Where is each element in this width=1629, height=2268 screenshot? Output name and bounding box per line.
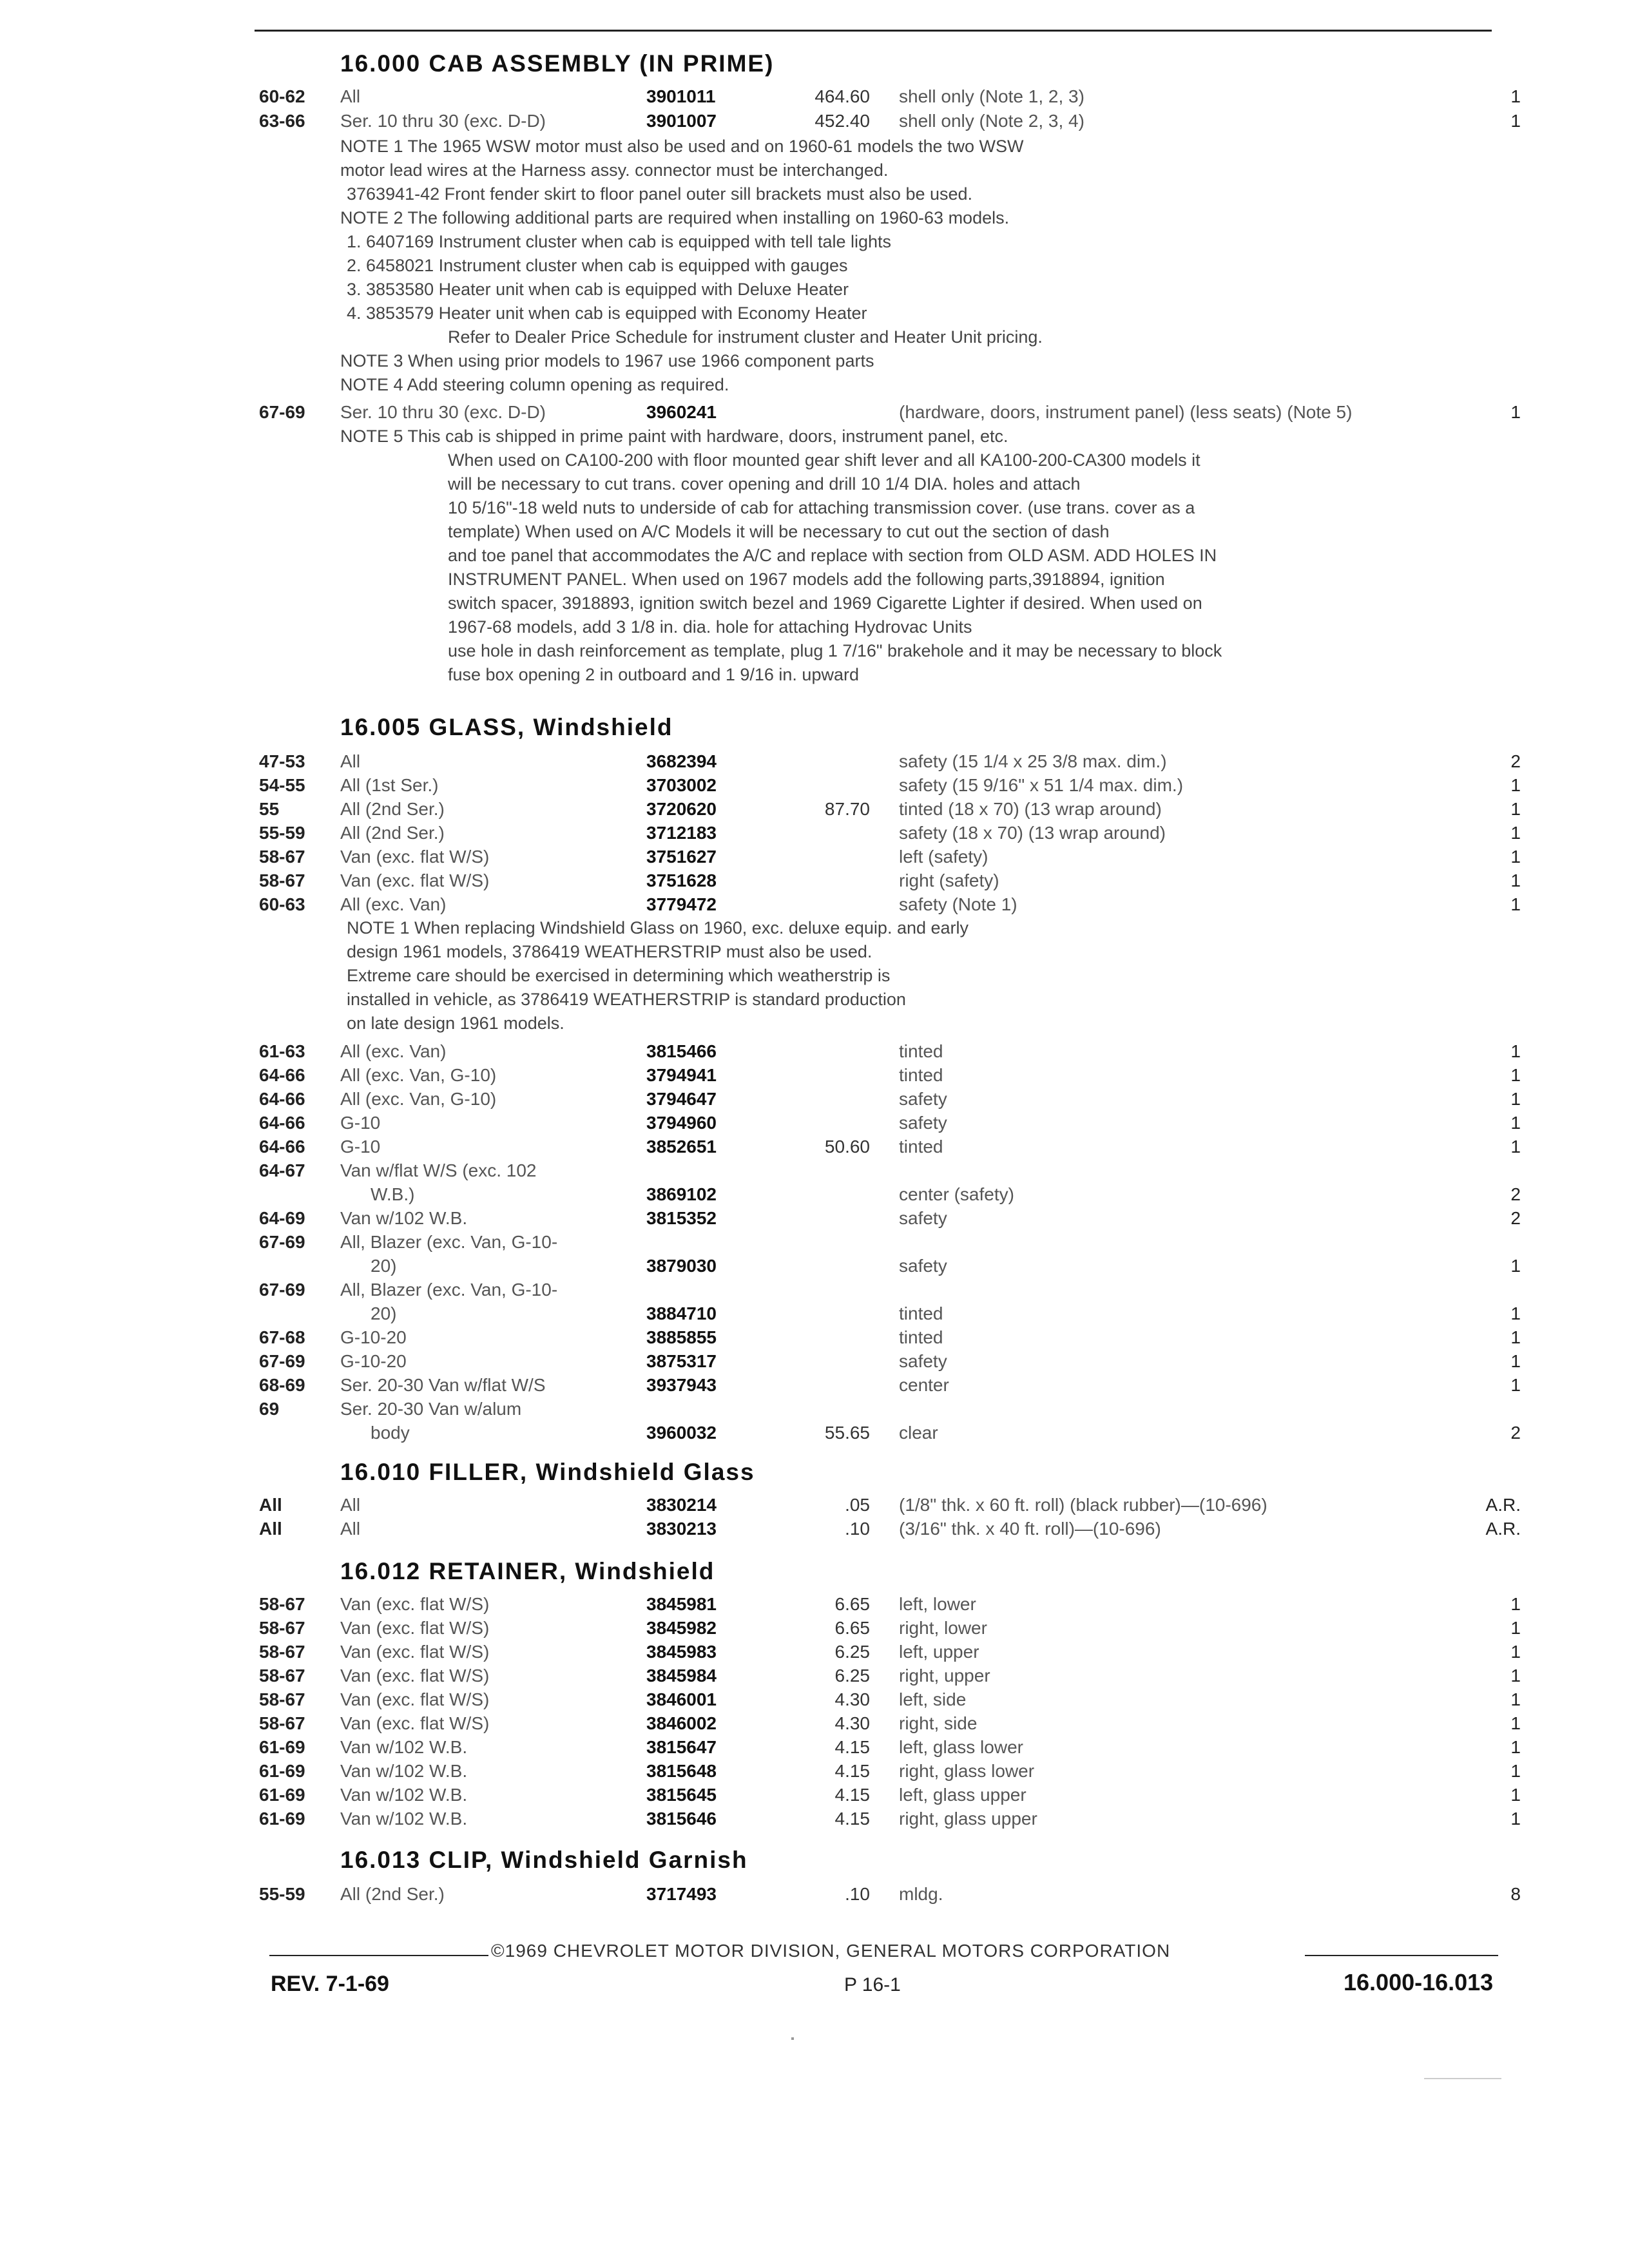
quantity-cell: 1 — [1510, 1065, 1521, 1085]
model-cell: All — [340, 1495, 361, 1515]
table-row — [0, 894, 1629, 916]
table-row — [0, 799, 1629, 821]
year-cell: 58-67 — [259, 1618, 305, 1638]
model-cell: Van (exc. flat W/S) — [340, 1594, 490, 1614]
note-line: 4. 3853579 Heater unit when cab is equipped with Economy Heater — [347, 303, 867, 323]
year-cell: 58-67 — [259, 1713, 305, 1733]
part-number-cell: 3960032 — [646, 1423, 717, 1443]
description-cell: safety — [899, 1113, 947, 1133]
quantity-cell: A.R. — [1485, 1519, 1521, 1539]
table-row — [0, 1689, 1629, 1711]
year-cell: 68-69 — [259, 1375, 305, 1395]
model-cell: Van w/102 W.B. — [340, 1208, 468, 1228]
quantity-cell: 1 — [1510, 1113, 1521, 1133]
part-number-cell: 3875317 — [646, 1351, 717, 1371]
quantity-cell: 2 — [1510, 751, 1521, 771]
description-cell: center — [899, 1375, 949, 1395]
model-cell: Ser. 10 thru 30 (exc. D-D) — [340, 402, 546, 422]
quantity-cell: 1 — [1510, 1642, 1521, 1662]
scan-speck — [791, 2037, 794, 2040]
price-cell: 6.25 — [834, 1642, 870, 1662]
quantity-cell: 1 — [1510, 1089, 1521, 1109]
quantity-cell: 1 — [1510, 1041, 1521, 1061]
table-row — [0, 1423, 1629, 1445]
top-rule — [255, 30, 1492, 32]
year-cell: 55 — [259, 799, 280, 819]
part-number-cell: 3845981 — [646, 1594, 717, 1614]
description-cell: right, side — [899, 1713, 978, 1733]
model-cell: All — [340, 1519, 361, 1539]
quantity-cell: 1 — [1510, 847, 1521, 867]
description-cell: tinted — [899, 1303, 943, 1323]
part-number-cell: 3815646 — [646, 1809, 717, 1829]
model-cell: All — [340, 86, 361, 106]
note-line: and toe panel that accommodates the A/C and replace with section from OLD ASM. ADD HOLES IN — [448, 546, 1217, 565]
description-cell: right, glass upper — [899, 1809, 1037, 1829]
price-cell: 4.30 — [834, 1689, 870, 1709]
table-row — [0, 823, 1629, 845]
note-line: fuse box opening 2 in outboard and 1 9/16 in. upward — [448, 665, 859, 684]
price-cell: 6.25 — [834, 1666, 870, 1686]
table-row — [0, 1089, 1629, 1111]
model-cell: Van (exc. flat W/S) — [340, 1713, 490, 1733]
year-cell: 64-66 — [259, 1065, 305, 1085]
price-cell: .10 — [845, 1519, 870, 1539]
year-cell: All — [259, 1519, 282, 1539]
note-line: template) When used on A/C Models it will be necessary to cut out the section of dash — [448, 522, 1110, 541]
model-cell: G-10 — [340, 1113, 381, 1133]
table-row — [0, 751, 1629, 773]
quantity-cell: 1 — [1510, 1785, 1521, 1805]
description-cell: mldg. — [899, 1884, 943, 1904]
table-row — [0, 1375, 1629, 1397]
part-number-cell: 3794647 — [646, 1089, 717, 1109]
part-number-cell: 3901011 — [646, 86, 716, 106]
part-number-cell: 3815648 — [646, 1761, 717, 1781]
note-line: use hole in dash reinforcement as template, plug 1 7/16" brakehole and it may be necessary to block — [448, 641, 1222, 660]
table-row — [0, 1618, 1629, 1640]
quantity-cell: 1 — [1510, 1689, 1521, 1709]
part-number-cell: 3846002 — [646, 1713, 717, 1733]
year-cell: All — [259, 1495, 282, 1515]
table-row — [0, 1519, 1629, 1541]
description-cell: left, glass lower — [899, 1737, 1023, 1757]
year-cell: 60-63 — [259, 894, 305, 914]
model-cell: All (2nd Ser.) — [340, 1884, 445, 1904]
year-cell: 60-62 — [259, 86, 305, 106]
table-row — [0, 1399, 1629, 1421]
price-cell: 6.65 — [834, 1594, 870, 1614]
model-cell: All (exc. Van, G-10) — [340, 1089, 497, 1109]
part-number-cell: 3720620 — [646, 799, 717, 819]
quantity-cell: 1 — [1510, 823, 1521, 843]
part-number-cell: 3845982 — [646, 1618, 717, 1638]
part-number-cell: 3717493 — [646, 1884, 717, 1904]
part-number-cell: 3846001 — [646, 1689, 717, 1709]
footer-rule-right — [1305, 1955, 1498, 1956]
year-cell: 61-69 — [259, 1761, 305, 1781]
model-cell: All, Blazer (exc. Van, G-10- — [340, 1232, 558, 1252]
table-row — [0, 1737, 1629, 1759]
price-cell: 50.60 — [824, 1137, 870, 1157]
description-cell: (1/8" thk. x 60 ft. roll) (black rubber)—(10-696) — [899, 1495, 1268, 1515]
model-cell-continued: W.B.) — [371, 1184, 415, 1204]
note-line: NOTE 4 Add steering column opening as required. — [340, 375, 729, 394]
model-cell: Van (exc. flat W/S) — [340, 1666, 490, 1686]
table-row — [0, 1642, 1629, 1664]
part-number-cell: 3901007 — [646, 111, 717, 131]
section-title-clip-windshield-garnish: 16.013 CLIP, Windshield Garnish — [340, 1847, 748, 1873]
quantity-cell: 1 — [1510, 402, 1521, 422]
note-line: 10 5/16"-18 weld nuts to underside of cab for attaching transmission cover. (use trans. cover as a — [448, 498, 1195, 517]
table-row — [0, 1351, 1629, 1373]
description-cell: safety — [899, 1351, 947, 1371]
section-title-filler-windshield-glass: 16.010 FILLER, Windshield Glass — [340, 1459, 755, 1485]
note-line: installed in vehicle, as 3786419 WEATHERSTRIP is standard production — [347, 990, 906, 1009]
model-cell: Van w/102 W.B. — [340, 1785, 468, 1805]
scan-smudge — [1424, 2078, 1501, 2079]
year-cell: 64-66 — [259, 1089, 305, 1109]
table-row — [0, 847, 1629, 869]
description-cell: shell only (Note 2, 3, 4) — [899, 111, 1084, 131]
table-row — [0, 1761, 1629, 1783]
table-row — [0, 1809, 1629, 1831]
description-cell: safety (18 x 70) (13 wrap around) — [899, 823, 1166, 843]
table-row — [0, 775, 1629, 797]
year-cell: 69 — [259, 1399, 280, 1419]
quantity-cell: 8 — [1510, 1884, 1521, 1904]
price-cell: .10 — [845, 1884, 870, 1904]
model-cell: All (exc. Van) — [340, 894, 447, 914]
table-row — [0, 1113, 1629, 1135]
section-title-glass-windshield: 16.005 GLASS, Windshield — [340, 714, 673, 740]
footer-section-range: 16.000-16.013 — [1344, 1969, 1494, 1995]
year-cell: 58-67 — [259, 1642, 305, 1662]
description-cell: safety (15 9/16" x 51 1/4 max. dim.) — [899, 775, 1184, 795]
part-number-cell: 3815352 — [646, 1208, 717, 1228]
price-cell: 6.65 — [834, 1618, 870, 1638]
year-cell: 64-66 — [259, 1137, 305, 1157]
year-cell: 64-67 — [259, 1160, 305, 1180]
table-row — [0, 1041, 1629, 1063]
year-cell: 55-59 — [259, 823, 305, 843]
part-number-cell: 3937943 — [646, 1375, 717, 1395]
part-number-cell: 3815466 — [646, 1041, 717, 1061]
model-cell: All (2nd Ser.) — [340, 799, 445, 819]
description-cell: safety (15 1/4 x 25 3/8 max. dim.) — [899, 751, 1167, 771]
year-cell: 61-69 — [259, 1737, 305, 1757]
footer-page-number: P 16-1 — [844, 1974, 901, 1995]
part-number-cell: 3960241 — [646, 402, 717, 422]
table-row — [0, 1666, 1629, 1687]
quantity-cell: A.R. — [1485, 1495, 1521, 1515]
year-cell: 58-67 — [259, 1666, 305, 1686]
year-cell: 67-69 — [259, 1232, 305, 1252]
note-line: INSTRUMENT PANEL. When used on 1967 models add the following parts,3918894, ignition — [448, 570, 1165, 589]
model-cell: G-10-20 — [340, 1351, 407, 1371]
model-cell-continued: 20) — [371, 1256, 397, 1276]
description-cell: left, side — [899, 1689, 967, 1709]
year-cell: 67-68 — [259, 1327, 305, 1347]
description-cell: left, lower — [899, 1594, 976, 1614]
part-number-cell: 3794960 — [646, 1113, 717, 1133]
model-cell: All, Blazer (exc. Van, G-10- — [340, 1280, 558, 1300]
quantity-cell: 1 — [1510, 1666, 1521, 1686]
description-cell: tinted — [899, 1327, 943, 1347]
description-cell: (hardware, doors, instrument panel) (less seats) (Note 5) — [899, 402, 1353, 422]
table-row — [0, 1327, 1629, 1349]
price-cell: 4.15 — [834, 1737, 870, 1757]
model-cell-continued: body — [371, 1423, 410, 1443]
quantity-cell: 1 — [1510, 1351, 1521, 1371]
note-line: NOTE 2 The following additional parts are required when installing on 1960-63 models. — [340, 208, 1010, 227]
part-number-cell: 3830213 — [646, 1519, 717, 1539]
description-cell: safety — [899, 1208, 947, 1228]
table-row — [0, 1884, 1629, 1906]
description-cell: right, upper — [899, 1666, 990, 1686]
footer-copyright: ©1969 CHEVROLET MOTOR DIVISION, GENERAL MOTORS CORPORATION — [491, 1941, 1171, 1961]
quantity-cell: 1 — [1510, 1303, 1521, 1323]
description-cell: right (safety) — [899, 870, 999, 890]
quantity-cell: 2 — [1510, 1184, 1521, 1204]
model-cell: G-10 — [340, 1137, 381, 1157]
price-cell: 464.60 — [815, 86, 870, 106]
model-cell: All — [340, 751, 361, 771]
table-row — [0, 1303, 1629, 1325]
model-cell: Ser. 20-30 Van w/flat W/S — [340, 1375, 546, 1395]
table-row — [0, 1208, 1629, 1230]
table-row — [0, 1713, 1629, 1735]
table-row — [0, 111, 1629, 133]
year-cell: 55-59 — [259, 1884, 305, 1904]
year-cell: 58-67 — [259, 870, 305, 890]
quantity-cell: 1 — [1510, 1809, 1521, 1829]
note-line: Extreme care should be exercised in determining which weatherstrip is — [347, 966, 891, 985]
model-cell: Van (exc. flat W/S) — [340, 1618, 490, 1638]
price-cell: 55.65 — [824, 1423, 870, 1443]
year-cell: 58-67 — [259, 847, 305, 867]
footer-rule-left — [269, 1955, 488, 1956]
price-cell: .05 — [845, 1495, 870, 1515]
part-number-cell: 3815645 — [646, 1785, 717, 1805]
description-cell: shell only (Note 1, 2, 3) — [899, 86, 1084, 106]
part-number-cell: 3852651 — [646, 1137, 717, 1157]
table-row — [0, 1160, 1629, 1182]
quantity-cell: 1 — [1510, 775, 1521, 795]
part-number-cell: 3845983 — [646, 1642, 717, 1662]
model-cell: All (2nd Ser.) — [340, 823, 445, 843]
description-cell: center (safety) — [899, 1184, 1014, 1204]
part-number-cell: 3885855 — [646, 1327, 717, 1347]
table-row — [0, 870, 1629, 892]
description-cell: right, lower — [899, 1618, 987, 1638]
quantity-cell: 1 — [1510, 86, 1521, 106]
price-cell: 87.70 — [824, 799, 870, 819]
note-line: 1. 6407169 Instrument cluster when cab is equipped with tell tale lights — [347, 232, 892, 251]
note-line: 1967-68 models, add 3 1/8 in. dia. hole for attaching Hydrovac Units — [448, 617, 972, 637]
description-cell: tinted (18 x 70) (13 wrap around) — [899, 799, 1162, 819]
part-number-cell: 3884710 — [646, 1303, 717, 1323]
year-cell: 58-67 — [259, 1594, 305, 1614]
price-cell: 4.15 — [834, 1785, 870, 1805]
table-row — [0, 1495, 1629, 1517]
quantity-cell: 1 — [1510, 1761, 1521, 1781]
part-number-cell: 3815647 — [646, 1737, 717, 1757]
note-line: design 1961 models, 3786419 WEATHERSTRIP must also be used. — [347, 942, 872, 961]
description-cell: clear — [899, 1423, 938, 1443]
description-cell: safety — [899, 1089, 947, 1109]
quantity-cell: 1 — [1510, 894, 1521, 914]
table-row — [0, 1184, 1629, 1206]
year-cell: 58-67 — [259, 1689, 305, 1709]
model-cell: G-10-20 — [340, 1327, 407, 1347]
description-cell: safety (Note 1) — [899, 894, 1017, 914]
year-cell: 67-69 — [259, 1351, 305, 1371]
year-cell: 64-66 — [259, 1113, 305, 1133]
quantity-cell: 1 — [1510, 1713, 1521, 1733]
year-cell: 54-55 — [259, 775, 305, 795]
section-title-retainer-windshield: 16.012 RETAINER, Windshield — [340, 1558, 715, 1584]
model-cell: All (1st Ser.) — [340, 775, 439, 795]
quantity-cell: 1 — [1510, 1618, 1521, 1638]
part-number-cell: 3682394 — [646, 751, 717, 771]
table-row — [0, 86, 1629, 108]
quantity-cell: 1 — [1510, 1327, 1521, 1347]
part-number-cell: 3794941 — [646, 1065, 717, 1085]
model-cell: Ser. 10 thru 30 (exc. D-D) — [340, 111, 546, 131]
table-row — [0, 1785, 1629, 1807]
note-line: switch spacer, 3918893, ignition switch bezel and 1969 Cigarette Lighter if desired. When used on — [448, 593, 1202, 613]
description-cell: tinted — [899, 1065, 943, 1085]
quantity-cell: 1 — [1510, 111, 1521, 131]
model-cell: Van w/102 W.B. — [340, 1809, 468, 1829]
quantity-cell: 1 — [1510, 799, 1521, 819]
year-cell: 64-69 — [259, 1208, 305, 1228]
quantity-cell: 1 — [1510, 1137, 1521, 1157]
model-cell: Ser. 20-30 Van w/alum — [340, 1399, 522, 1419]
note-line: NOTE 5 This cab is shipped in prime paint with hardware, doors, instrument panel, etc. — [340, 427, 1008, 446]
note-line: will be necessary to cut trans. cover opening and drill 10 1/4 DIA. holes and attach — [448, 474, 1081, 494]
year-cell: 63-66 — [259, 111, 305, 131]
table-row — [0, 1137, 1629, 1158]
price-cell: 4.30 — [834, 1713, 870, 1733]
year-cell: 61-63 — [259, 1041, 305, 1061]
description-cell: tinted — [899, 1041, 943, 1061]
note-line: motor lead wires at the Harness assy. connector must be interchanged. — [340, 160, 889, 180]
model-cell: Van (exc. flat W/S) — [340, 1689, 490, 1709]
model-cell-continued: 20) — [371, 1303, 397, 1323]
quantity-cell: 1 — [1510, 1375, 1521, 1395]
model-cell: Van w/flat W/S (exc. 102 — [340, 1160, 537, 1180]
part-number-cell: 3751628 — [646, 870, 717, 890]
part-number-cell: 3751627 — [646, 847, 717, 867]
footer-revision: REV. 7-1-69 — [271, 1972, 389, 1996]
note-line: NOTE 1 When replacing Windshield Glass on 1960, exc. deluxe equip. and early — [347, 918, 969, 937]
part-number-cell: 3869102 — [646, 1184, 717, 1204]
part-number-cell: 3845984 — [646, 1666, 717, 1686]
quantity-cell: 2 — [1510, 1423, 1521, 1443]
quantity-cell: 1 — [1510, 1256, 1521, 1276]
part-number-cell: 3703002 — [646, 775, 717, 795]
note-line: 3. 3853580 Heater unit when cab is equipped with Deluxe Heater — [347, 280, 849, 299]
model-cell: All (exc. Van) — [340, 1041, 447, 1061]
note-line: 2. 6458021 Instrument cluster when cab is equipped with gauges — [347, 256, 848, 275]
table-row — [0, 1232, 1629, 1254]
description-cell: left, glass upper — [899, 1785, 1027, 1805]
model-cell: All (exc. Van, G-10) — [340, 1065, 497, 1085]
description-cell: safety — [899, 1256, 947, 1276]
part-number-cell: 3879030 — [646, 1256, 717, 1276]
model-cell: Van (exc. flat W/S) — [340, 870, 490, 890]
table-row — [0, 402, 1629, 424]
model-cell: Van (exc. flat W/S) — [340, 1642, 490, 1662]
model-cell: Van w/102 W.B. — [340, 1761, 468, 1781]
description-cell: (3/16" thk. x 40 ft. roll)—(10-696) — [899, 1519, 1161, 1539]
description-cell: left (safety) — [899, 847, 988, 867]
quantity-cell: 1 — [1510, 870, 1521, 890]
part-number-cell: 3712183 — [646, 823, 717, 843]
note-line: on late design 1961 models. — [347, 1014, 564, 1033]
price-cell: 4.15 — [834, 1809, 870, 1829]
quantity-cell: 1 — [1510, 1594, 1521, 1614]
year-cell: 47-53 — [259, 751, 305, 771]
model-cell: Van (exc. flat W/S) — [340, 847, 490, 867]
description-cell: left, upper — [899, 1642, 979, 1662]
note-line: When used on CA100-200 with floor mounted gear shift lever and all KA100-200-CA300 models it — [448, 450, 1200, 470]
note-line: 3763941-42 Front fender skirt to floor panel outer sill brackets must also be used. — [347, 184, 973, 204]
table-row — [0, 1065, 1629, 1087]
part-number-cell: 3830214 — [646, 1495, 717, 1515]
section-title-cab-assembly: 16.000 CAB ASSEMBLY (IN PRIME) — [340, 50, 775, 77]
table-row — [0, 1256, 1629, 1278]
year-cell: 67-69 — [259, 402, 305, 422]
price-cell: 452.40 — [815, 111, 870, 131]
note-line: Refer to Dealer Price Schedule for instrument cluster and Heater Unit pricing. — [448, 327, 1043, 347]
description-cell: right, glass lower — [899, 1761, 1035, 1781]
year-cell: 61-69 — [259, 1809, 305, 1829]
model-cell: Van w/102 W.B. — [340, 1737, 468, 1757]
note-line: NOTE 3 When using prior models to 1967 use 1966 component parts — [340, 351, 874, 370]
year-cell: 61-69 — [259, 1785, 305, 1805]
note-line: NOTE 1 The 1965 WSW motor must also be used and on 1960-61 models the two WSW — [340, 137, 1024, 156]
description-cell: tinted — [899, 1137, 943, 1157]
table-row — [0, 1594, 1629, 1616]
price-cell: 4.15 — [834, 1761, 870, 1781]
part-number-cell: 3779472 — [646, 894, 717, 914]
quantity-cell: 1 — [1510, 1737, 1521, 1757]
year-cell: 67-69 — [259, 1280, 305, 1300]
quantity-cell: 2 — [1510, 1208, 1521, 1228]
table-row — [0, 1280, 1629, 1302]
